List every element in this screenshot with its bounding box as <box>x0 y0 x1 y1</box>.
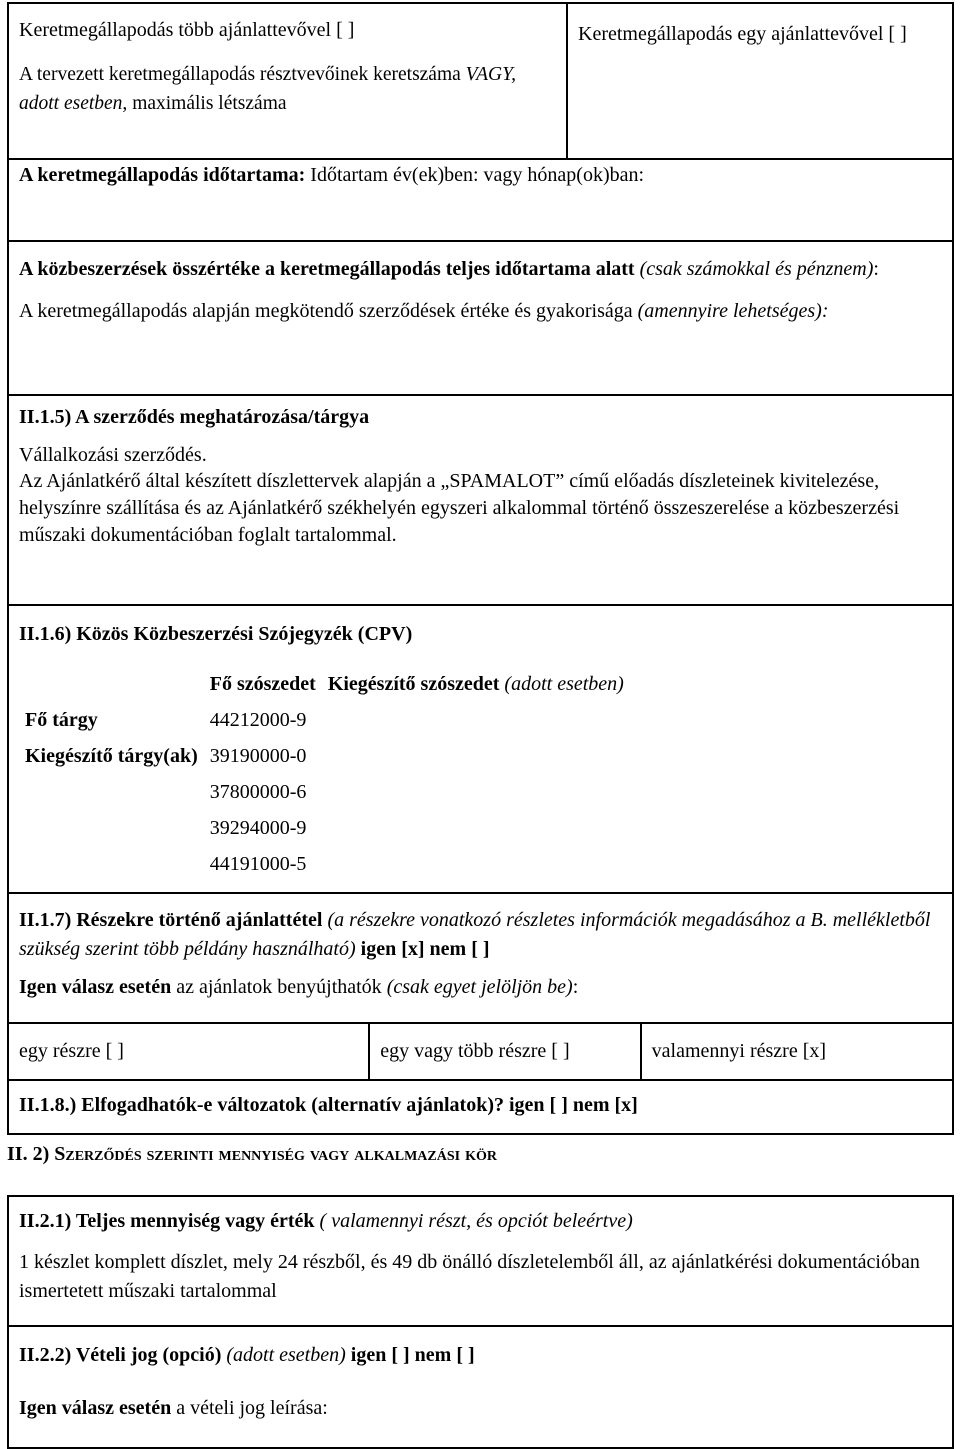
section-2-2-1 <box>7 1195 954 1327</box>
cpv-supp-code: 37800000-6 <box>209 781 307 803</box>
cpv-header-row <box>19 667 630 703</box>
section-2-2-heading <box>7 1135 954 1195</box>
form-page <box>7 2 954 1449</box>
cpv-supp-row <box>19 811 630 847</box>
section-2-2-1-heading: II.2.1) Teljes mennyiség vagy érték ( valamennyi részt, és opciót beleértve) <box>19 1210 633 1232</box>
cpv-supp-code: 39294000-9 <box>209 817 307 839</box>
contracts-value-line: A keretmegállapodás alapján megkötendő szerződések értéke és gyakorisága (amennyire lehetséges): <box>19 300 829 322</box>
section-2-1-7-heading: II.1.7) Részekre történő ajánlattétel (a részekre vonatkozó részletes információk megadásához a B. mellékletből szükség szerint több példány használható) igen [x] nem [ ] <box>19 909 931 960</box>
cpv-supp-row <box>19 775 630 811</box>
section-2-1-6-heading: II.1.6) Közös Közbeszerzési Szójegyzék (CPV) <box>19 623 413 645</box>
section-2-1-7 <box>7 892 954 1024</box>
cpv-supp-code: 44191000-5 <box>209 853 307 875</box>
framework-single-cell <box>566 2 954 160</box>
total-value-line: A közbeszerzések összértéke a keretmegállapodás teljes időtartama alatt (csak számokkal és pénznem): <box>19 258 879 280</box>
cpv-main-code: 44212000-9 <box>209 709 307 731</box>
framework-options-row <box>7 2 954 160</box>
framework-multi-title: Keretmegállapodás több ajánlattevővel [ ] <box>19 19 355 41</box>
cpv-supp-label: Kiegészítő tárgy(ak) <box>25 745 198 767</box>
section-2-2-2-if-yes: Igen válasz esetén a vételi jog leírása: <box>19 1397 328 1419</box>
option-one-part: egy részre [ ] <box>7 1022 370 1081</box>
section-2-1-5-line1: Vállalkozási szerződés. <box>19 444 207 466</box>
cpv-main-label: Fő tárgy <box>25 709 98 731</box>
duration-line: A keretmegállapodás időtartama: Időtartam év(ek)ben: vagy hónap(ok)ban: <box>19 164 645 186</box>
section-2-2-2-heading: II.2.2) Vételi jog (opció) (adott esetben) igen [ ] nem [ ] <box>19 1344 475 1366</box>
section-2-1-5-heading: II.1.5) A szerződés meghatározása/tárgya <box>19 406 370 428</box>
section-2-1-8 <box>7 1079 954 1135</box>
option-all-parts: valamennyi részre [x] <box>640 1022 954 1081</box>
section-2-2-1-body: 1 készlet komplett díszlet, mely 24 részből, és 49 db önálló díszletelemből áll, az ajánlatkérési dokumentációban ismertetett műszaki tartalommal <box>19 1251 920 1302</box>
section-2-1-5-body: Az Ajánlatkérő által készített díszlettervek alapján a „SPAMALOT” című előadás díszleteinek kivitelezése, helyszínre szállítása és az Ajánlatkérő székhelyén egyszeri alkalommal történő összeszerelése a közbeszerzési műszaki dokumentációban foglalt tartalommal. <box>19 470 900 546</box>
cpv-supp-code: 39190000-0 <box>209 745 307 767</box>
section-2-1-6 <box>7 604 954 894</box>
framework-multi-note: A tervezett keretmegállapodás résztvevőinek keretszáma VAGY, adott esetben, maximális létszáma <box>19 64 517 114</box>
framework-multi-cell <box>7 2 568 160</box>
section-2-1-8-text: II.1.8.) Elfogadhatók-e változatok (alternatív ajánlatok)? igen [ ] nem [x] <box>19 1094 638 1116</box>
option-one-or-more: egy vagy több részre [ ] <box>368 1022 641 1081</box>
section-2-1-5 <box>7 394 954 606</box>
framework-single-title: Keretmegállapodás egy ajánlattevővel [ ] <box>578 23 907 45</box>
cpv-table <box>19 667 630 883</box>
duration-block <box>7 158 954 242</box>
section-2-1-7-if-yes: Igen válasz esetén az ajánlatok benyújthatók (csak egyet jelöljön be): <box>19 976 579 998</box>
cpv-main-row <box>19 703 630 739</box>
total-value-block <box>7 240 954 396</box>
cpv-supp-row <box>19 739 630 775</box>
section-2-2-2 <box>7 1325 954 1449</box>
section-2-2-title: II. 2) Szerződés szerinti mennyiség vagy alkalmazási kör <box>7 1143 497 1165</box>
cpv-supp-row <box>19 847 630 883</box>
cpv-col-main: Fő szószedet <box>209 673 316 695</box>
parts-options-row <box>7 1022 954 1081</box>
cpv-col-supp: Kiegészítő szószedet (adott esetben) <box>327 673 624 695</box>
